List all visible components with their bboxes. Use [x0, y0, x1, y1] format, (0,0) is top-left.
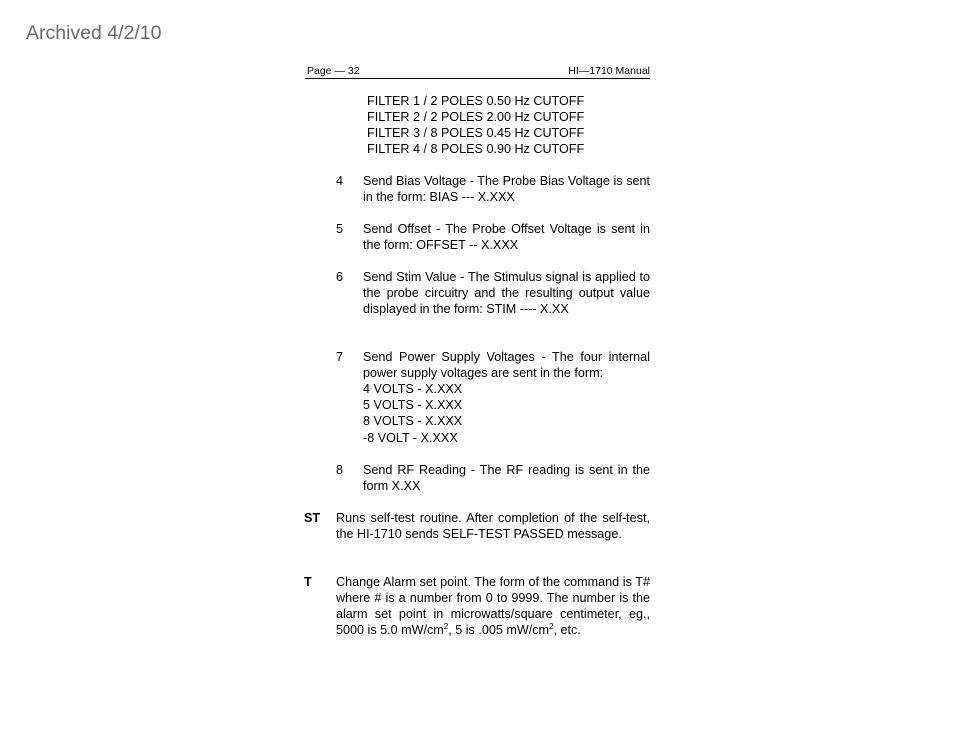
command-text-part: , etc.	[553, 623, 581, 637]
filter-list	[367, 93, 584, 157]
voltage-line: -8 VOLT - X.XXX	[363, 431, 458, 445]
command-text	[336, 574, 650, 638]
command-key: ST	[304, 511, 321, 525]
command-text: Runs self-test routine. After completion of the self-test, the HI-1710 sends SELF-TEST PASSED message.	[336, 511, 650, 541]
command-text-part: Change Alarm set point. The form of the command is T# where # is a number from 0 to 9999. The number is the alarm set point in microwatts/square centimeter, eg., 5000 is 5.0 mW/cm	[336, 575, 650, 637]
item-number: 4	[336, 174, 344, 188]
item-text: Send Stim Value - The Stimulus signal is applied to the probe circuitry and the resulting output value displayed in the form: STIM ---- X.XX	[363, 270, 650, 316]
command-key: T	[304, 575, 312, 589]
item-number: 7	[336, 350, 344, 364]
filter-line: FILTER 3 / 8 POLES 0.45 Hz CUTOFF	[367, 126, 585, 140]
filter-line: FILTER 4 / 8 POLES 0.90 Hz CUTOFF	[367, 142, 585, 156]
item-text: Send Offset - The Probe Offset Voltage is sent in the form: OFFSET -- X.XXX	[363, 222, 650, 252]
archived-stamp: Archived 4/2/10	[26, 22, 162, 44]
item-number: 6	[336, 270, 344, 284]
command-text-part: , 5 is .005 mW/cm	[448, 623, 550, 637]
list-item	[336, 462, 650, 494]
list-item	[336, 221, 650, 253]
manual-title: HI—1710 Manual	[568, 65, 650, 77]
voltage-list	[363, 381, 650, 446]
superscript: 2	[549, 622, 554, 631]
voltage-line: 5 VOLTS - X.XXX	[363, 398, 463, 412]
voltage-line: 4 VOLTS - X.XXX	[363, 382, 463, 396]
filter-line: FILTER 1 / 2 POLES 0.50 Hz CUTOFF	[367, 94, 585, 108]
superscript: 2	[443, 622, 449, 631]
list-item	[336, 269, 650, 317]
item-number: 5	[336, 222, 344, 236]
command-st	[304, 510, 650, 542]
item-text: Send RF Reading - The RF reading is sent in the form X.XX	[363, 463, 650, 493]
item-text: Send Power Supply Voltages - The four internal power supply voltages are sent in the form:	[363, 350, 650, 380]
item-text: Send Bias Voltage - The Probe Bias Voltage is sent in the form: BIAS --- X.XXX	[363, 174, 650, 204]
item-number: 8	[336, 463, 344, 477]
page-header	[305, 65, 650, 79]
list-item	[336, 349, 650, 446]
filter-line: FILTER 2 / 2 POLES 2.00 Hz CUTOFF	[367, 110, 585, 124]
voltage-line: 8 VOLTS - X.XXX	[363, 414, 463, 428]
list-item	[336, 173, 650, 205]
page-number: Page — 32	[307, 65, 360, 77]
command-t	[304, 574, 650, 638]
